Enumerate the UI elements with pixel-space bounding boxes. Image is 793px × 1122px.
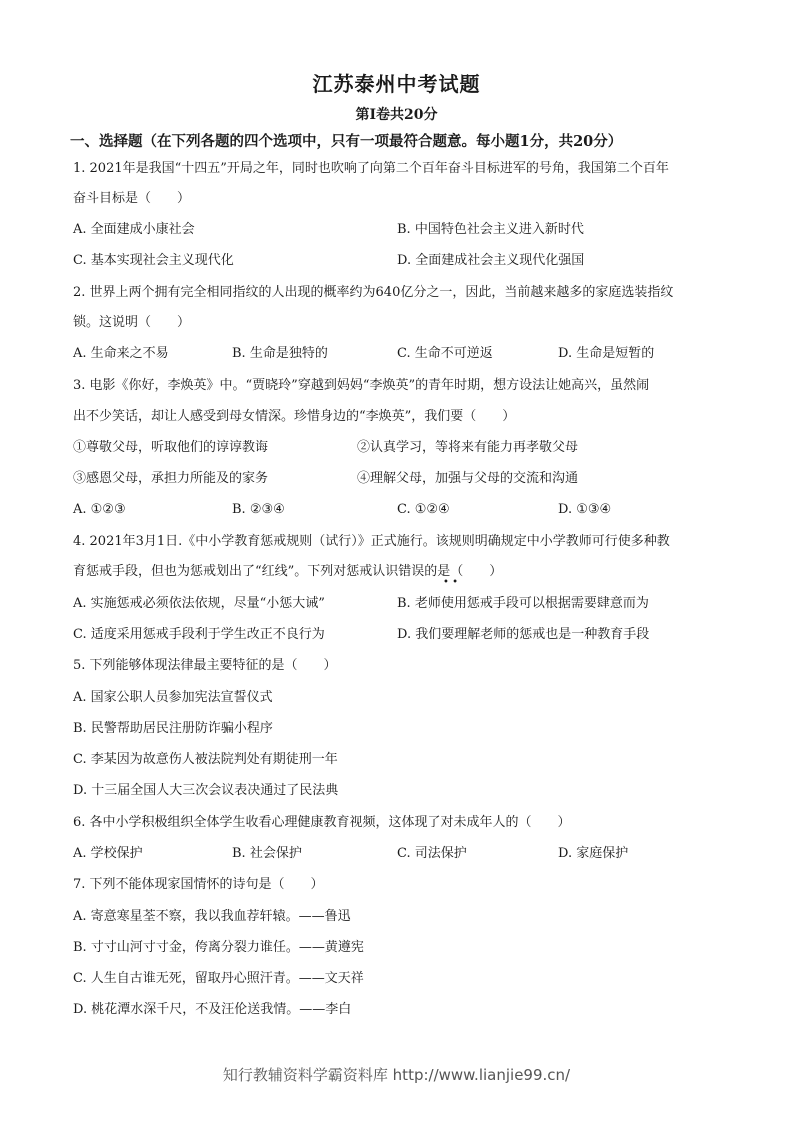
question-1-stem-line-1: 1. 2021年是我国“十四五”开局之年，同时也吹响了向第二个百年奋斗目标进军的号角，我国第二个百年: [73, 161, 669, 176]
question-1-option-a: A. 全面建成小康社会: [73, 222, 195, 237]
question-1-option-d: D. 全面建成社会主义现代化强国: [397, 253, 585, 268]
question-6-option-c: C. 司法保护: [397, 846, 467, 861]
question-3-option-a: A. ①②③: [73, 502, 126, 517]
question-3-stem-line-2: 出不少笑话，却让人感受到母女情深。珍惜身边的“李焕英”，我们要（ ）: [73, 409, 516, 424]
question-4-option-b: B. 老师使用惩戒手段可以根据需要肆意而为: [397, 596, 649, 611]
question-2-option-a: A. 生命来之不易: [73, 346, 169, 361]
question-4-stem-line-2: 育惩戒手段，但也为惩戒划出了“红线”。下列对惩戒认识错误的是（ ）: [73, 564, 503, 579]
question-7-stem-line-1: 7. 下列不能体现家国情怀的诗句是（ ）: [73, 877, 324, 892]
question-1-option-b: B. 中国特色社会主义进入新时代: [397, 222, 584, 237]
page-subtitle: 第Ⅰ卷共20分: [355, 107, 438, 123]
question-7-option-b: B. 寸寸山河寸寸金，侉离分裂力谁任。——黄遵宪: [73, 940, 364, 955]
question-4-option-c: C. 适度采用惩戒手段利于学生改正不良行为: [73, 627, 325, 642]
question-3-statement-2: ②认真学习，等将来有能力再孝敬父母: [357, 440, 579, 455]
question-3-statement-4: ④理解父母，加强与父母的交流和沟通: [357, 471, 579, 486]
question-2-option-b: B. 生命是独特的: [232, 346, 328, 361]
question-5-option-c: C. 李某因为故意伤人被法院判处有期徒刑一年: [73, 752, 338, 767]
question-6-option-b: B. 社会保护: [232, 846, 302, 861]
question-3-statement-1: ①尊敬父母，听取他们的谆谆教诲: [73, 440, 269, 455]
question-5-option-a: A. 国家公职人员参加宪法宣誓仪式: [73, 690, 273, 705]
question-6-stem-line-1: 6. 各中小学积极组织全体学生收看心理健康教育视频，这体现了对未成年人的（ ）: [73, 815, 571, 830]
question-3-option-d: D. ①③④: [558, 502, 612, 517]
question-1-option-c: C. 基本实现社会主义现代化: [73, 253, 234, 268]
question-5-option-b: B. 民警帮助居民注册防诈骗小程序: [73, 721, 273, 736]
section-heading: 一、选择题（在下列各题的四个选项中，只有一项最符合题意。每小题1分，共20分）: [70, 133, 623, 150]
question-5-option-d: D. 十三届全国人大三次会议表决通过了民法典: [73, 783, 339, 798]
emphasis-dots: • •: [443, 577, 458, 588]
question-2-stem-line-2: 锁。这说明（ ）: [73, 315, 191, 330]
page-title: 江苏泰州中考试题: [312, 72, 481, 96]
question-6-option-a: A. 学校保护: [73, 846, 143, 861]
question-2-stem-line-1: 2. 世界上两个拥有完全相同指纹的人出现的概率约为640亿分之一，因此，当前越来越多的家庭选装指纹: [73, 285, 674, 300]
question-2-option-d: D. 生命是短暂的: [558, 346, 655, 361]
question-3-option-c: C. ①②④: [397, 502, 450, 517]
question-6-option-d: D. 家庭保护: [558, 846, 629, 861]
question-4-option-a: A. 实施惩戒必须依法依规，尽量“小惩大诫”: [73, 596, 325, 611]
question-2-option-c: C. 生命不可逆返: [397, 346, 493, 361]
question-4-stem-line-1: 4. 2021年3月1日.《中小学教育惩戒规则（试行）》正式施行。该规则明确规定中小学教师可行使多种教: [73, 534, 670, 549]
question-7-option-a: A. 寄意寒星荃不察，我以我血荐轩辕。——鲁迅: [73, 909, 351, 924]
question-3-option-b: B. ②③④: [232, 502, 285, 517]
question-3-stem-line-1: 3. 电影《你好，李焕英》中。“贾晓玲”穿越到妈妈“李焕英”的青年时期，想方设法让她高兴，虽然闹: [73, 378, 650, 393]
footer-watermark: 知行教辅资料学霸资料库 http://www.lianjie99.cn/: [222, 1066, 571, 1084]
question-1-stem-line-2: 奋斗目标是（ ）: [73, 191, 191, 206]
question-3-statement-3: ③感恩父母，承担力所能及的家务: [73, 471, 269, 486]
question-7-option-c: C. 人生自古谁无死，留取丹心照汗青。——文天祥: [73, 971, 364, 986]
question-7-option-d: D. 桃花潭水深千尺，不及汪伦送我情。——李白: [73, 1002, 352, 1017]
question-4-option-d: D. 我们要理解老师的惩戒也是一种教育手段: [397, 627, 650, 642]
question-5-stem-line-1: 5. 下列能够体现法律最主要特征的是（ ）: [73, 658, 337, 673]
